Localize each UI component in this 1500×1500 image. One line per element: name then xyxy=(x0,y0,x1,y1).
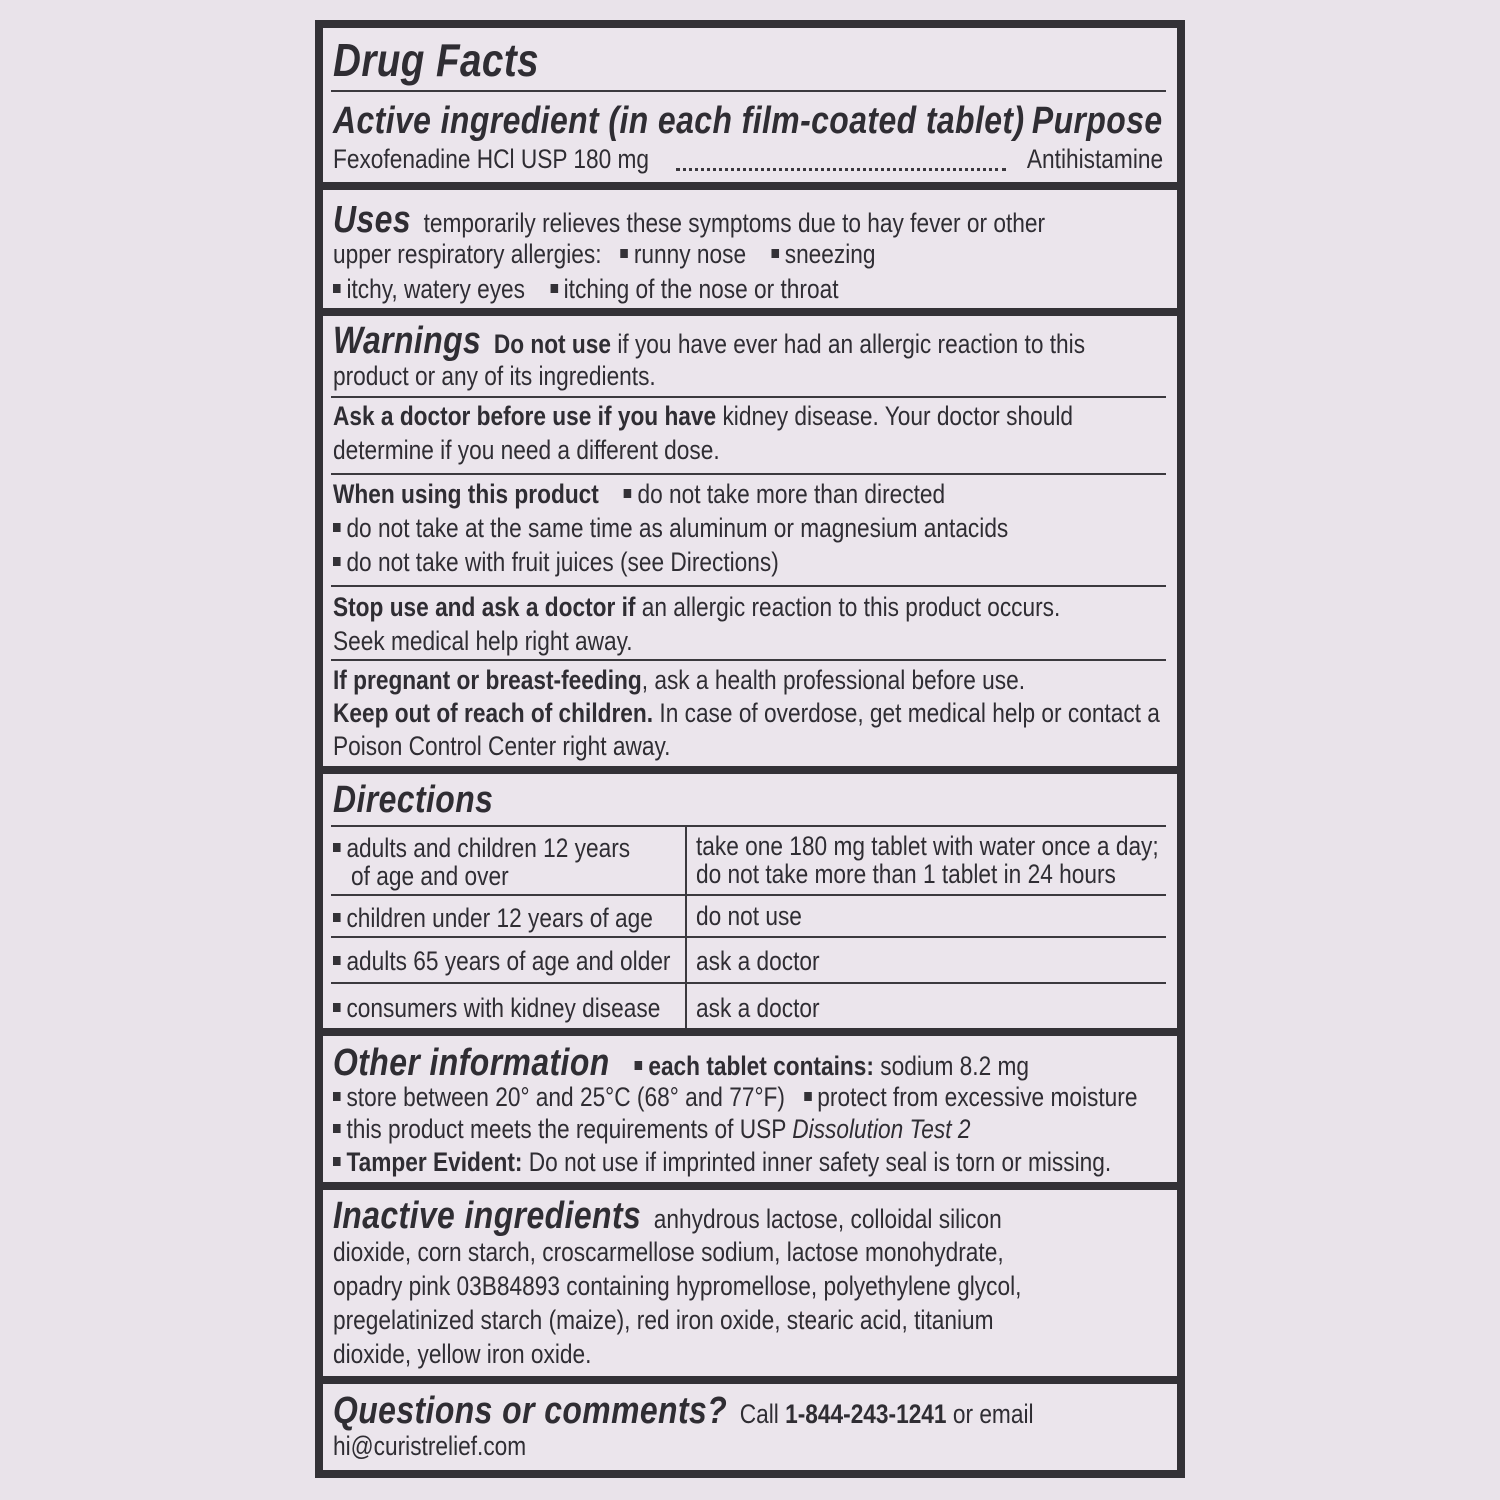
usp-test: Dissolution Test 2 xyxy=(792,1114,971,1144)
who-text: adults and children 12 years xyxy=(346,833,631,863)
other-line xyxy=(333,1145,1111,1179)
symptom-item: sneezing xyxy=(784,239,876,269)
stop-use-label: Stop use and ask a doctor if xyxy=(333,592,636,622)
what-text: take one 180 mg tablet with water once a day; xyxy=(696,831,1159,861)
page-title xyxy=(333,34,540,86)
warnings-line xyxy=(333,729,670,763)
inactive-line xyxy=(333,1195,1002,1237)
bullet-icon xyxy=(333,1092,341,1101)
other-line xyxy=(333,1080,1137,1114)
rule xyxy=(331,396,1166,398)
warning-text: determine if you need a different dose. xyxy=(333,435,720,465)
uses-intro: upper respiratory allergies: xyxy=(333,239,602,269)
symptom-item: itching of the nose or throat xyxy=(563,274,839,304)
inactive-line xyxy=(333,1235,1004,1269)
bullet-icon xyxy=(333,523,341,532)
purpose-heading xyxy=(1032,100,1163,142)
section-divider xyxy=(315,308,1185,316)
rule xyxy=(331,473,1166,475)
purpose-text: Antihistamine xyxy=(1026,144,1163,174)
purpose xyxy=(1027,142,1163,176)
warnings-line xyxy=(333,511,1008,545)
warning-text: Seek medical help right away. xyxy=(333,626,633,656)
questions-line xyxy=(333,1429,526,1463)
purpose-heading-text: Purpose xyxy=(1032,100,1163,142)
other-item: store between 20° and 25°C (68° and 77°F) xyxy=(346,1082,785,1112)
do-not-use-label: Do not use xyxy=(493,329,612,359)
rule xyxy=(331,585,1166,587)
warning-text: an allergic reaction to this product occurs. xyxy=(641,592,1061,622)
bullet-icon xyxy=(771,249,779,258)
warning-text: , ask a health professional before use. xyxy=(641,665,1026,695)
inactive-text: anhydrous lactose, colloidal silicon xyxy=(653,1204,1002,1234)
bullet-icon xyxy=(550,284,558,293)
uses-line xyxy=(333,272,839,306)
bullet-icon xyxy=(333,1124,341,1133)
warnings-line xyxy=(333,663,1025,697)
other-heading: Other information xyxy=(333,1042,610,1084)
uses-intro: temporarily relieves these symptoms due to hay fever or other xyxy=(423,208,1046,238)
active-ingredient xyxy=(333,142,649,176)
active-heading-text: Active ingredient (in each film-coated tablet) xyxy=(333,100,1025,142)
bullet-icon xyxy=(635,1061,643,1070)
warning-item: do not take at the same time as aluminum or magnesium antacids xyxy=(346,513,1009,543)
phone-link[interactable]: 1-844-243-1241 xyxy=(785,1399,947,1429)
table-cell-what xyxy=(696,944,820,978)
section-divider xyxy=(315,766,1185,774)
call-text: Call xyxy=(739,1399,779,1429)
inactive-line xyxy=(333,1269,1021,1303)
table-cell-what xyxy=(696,991,820,1025)
rule xyxy=(331,659,1166,661)
warning-text: kidney disease. Your doctor should xyxy=(722,401,1074,431)
warning-text: In case of overdose, get medical help or contact a xyxy=(659,698,1160,728)
symptom-item: runny nose xyxy=(633,239,747,269)
rule xyxy=(331,90,1166,92)
other-item: Do not use if imprinted inner safety seal is torn or missing. xyxy=(528,1147,1112,1177)
warnings-line xyxy=(333,624,633,658)
warnings-heading: Warnings xyxy=(333,320,482,362)
directions-heading xyxy=(333,779,494,821)
other-line xyxy=(333,1042,1030,1084)
what-text: ask a doctor xyxy=(696,946,820,976)
other-item: this product meets the requirements of USP xyxy=(346,1114,786,1144)
inactive-heading: Inactive ingredients xyxy=(333,1195,642,1237)
inactive-text: dioxide, yellow iron oxide. xyxy=(333,1339,592,1369)
title-text: Drug Facts xyxy=(333,34,540,86)
bullet-icon xyxy=(804,1092,812,1101)
bullet-icon xyxy=(333,557,341,566)
directions-heading-text: Directions xyxy=(333,779,494,821)
bullet-icon xyxy=(333,1003,341,1012)
section-divider xyxy=(315,182,1185,190)
pregnant-label: If pregnant or breast-feeding xyxy=(333,665,642,695)
bullet-icon xyxy=(620,249,628,258)
warnings-line xyxy=(333,359,656,393)
section-divider xyxy=(315,1028,1185,1036)
uses-line xyxy=(333,237,876,271)
bullet-icon xyxy=(333,913,341,922)
active-heading xyxy=(333,100,1025,142)
rule xyxy=(331,982,1166,984)
warning-text: if you have ever had an allergic reaction to this xyxy=(617,329,1086,359)
contains-value: sodium 8.2 mg xyxy=(880,1051,1030,1081)
bullet-icon xyxy=(333,1157,341,1166)
questions-line xyxy=(333,1390,1034,1432)
warnings-line xyxy=(333,477,945,511)
warnings-line xyxy=(333,696,1160,730)
uses-line xyxy=(333,199,1046,241)
what-text: do not take more than 1 tablet in 24 hours xyxy=(696,859,1116,889)
warning-text: product or any of its ingredients. xyxy=(333,361,656,391)
bullet-icon xyxy=(624,489,632,498)
table-cell-what xyxy=(696,857,1116,891)
other-item: protect from excessive moisture xyxy=(817,1082,1138,1112)
inactive-line xyxy=(333,1337,591,1371)
section-divider xyxy=(315,1182,1185,1190)
who-text: consumers with kidney disease xyxy=(346,993,661,1023)
warnings-line xyxy=(333,590,1060,624)
table-cell-who xyxy=(333,944,670,978)
what-text: ask a doctor xyxy=(696,993,820,1023)
bullet-icon xyxy=(333,956,341,965)
rule xyxy=(331,825,1166,827)
rule xyxy=(331,936,1166,938)
bullet-icon xyxy=(333,843,341,852)
table-cell-who xyxy=(333,991,660,1025)
when-using-label: When using this product xyxy=(333,479,599,509)
contains-label: each tablet contains: xyxy=(648,1051,874,1081)
uses-heading: Uses xyxy=(333,199,411,241)
rule xyxy=(331,894,1166,896)
bullet-icon xyxy=(333,284,341,293)
questions-heading: Questions or comments? xyxy=(333,1390,728,1432)
ingredient-text: Fexofenadine HCl USP 180 mg xyxy=(333,144,650,174)
table-cell-who xyxy=(333,901,653,935)
table-column-divider xyxy=(685,826,687,1028)
or-email-text: or email xyxy=(952,1399,1034,1429)
email-link[interactable]: hi@curistrelief.com xyxy=(333,1431,527,1461)
dotted-leader xyxy=(676,168,1006,171)
table-cell-what xyxy=(696,899,802,933)
warnings-line xyxy=(333,545,779,579)
inactive-text: dioxide, corn starch, croscarmellose sodium, lactose monohydrate, xyxy=(333,1237,1004,1267)
keep-out-label: Keep out of reach of children. xyxy=(333,698,654,728)
inactive-text: opadry pink 03B84893 containing hypromellose, polyethylene glycol, xyxy=(333,1271,1022,1301)
warnings-line xyxy=(333,433,720,467)
warning-text: Poison Control Center right away. xyxy=(333,731,671,761)
table-cell-who xyxy=(351,859,509,893)
warning-item: do not take more than directed xyxy=(637,479,946,509)
section-divider xyxy=(315,1376,1185,1384)
who-text: children under 12 years of age xyxy=(346,903,653,933)
ask-doctor-label: Ask a doctor before use if you have xyxy=(333,401,717,431)
symptom-item: itchy, watery eyes xyxy=(346,274,526,304)
warning-item: do not take with fruit juices (see Directions) xyxy=(346,547,779,577)
who-text: adults 65 years of age and older xyxy=(346,946,671,976)
warnings-line xyxy=(333,399,1073,433)
what-text: do not use xyxy=(696,901,802,931)
other-line xyxy=(333,1112,970,1146)
inactive-text: pregelatinized starch (maize), red iron oxide, stearic acid, titanium xyxy=(333,1305,994,1335)
who-text: of age and over xyxy=(351,861,509,891)
inactive-line xyxy=(333,1303,994,1337)
warnings-line xyxy=(333,320,1086,362)
tamper-label: Tamper Evident: xyxy=(346,1147,523,1177)
